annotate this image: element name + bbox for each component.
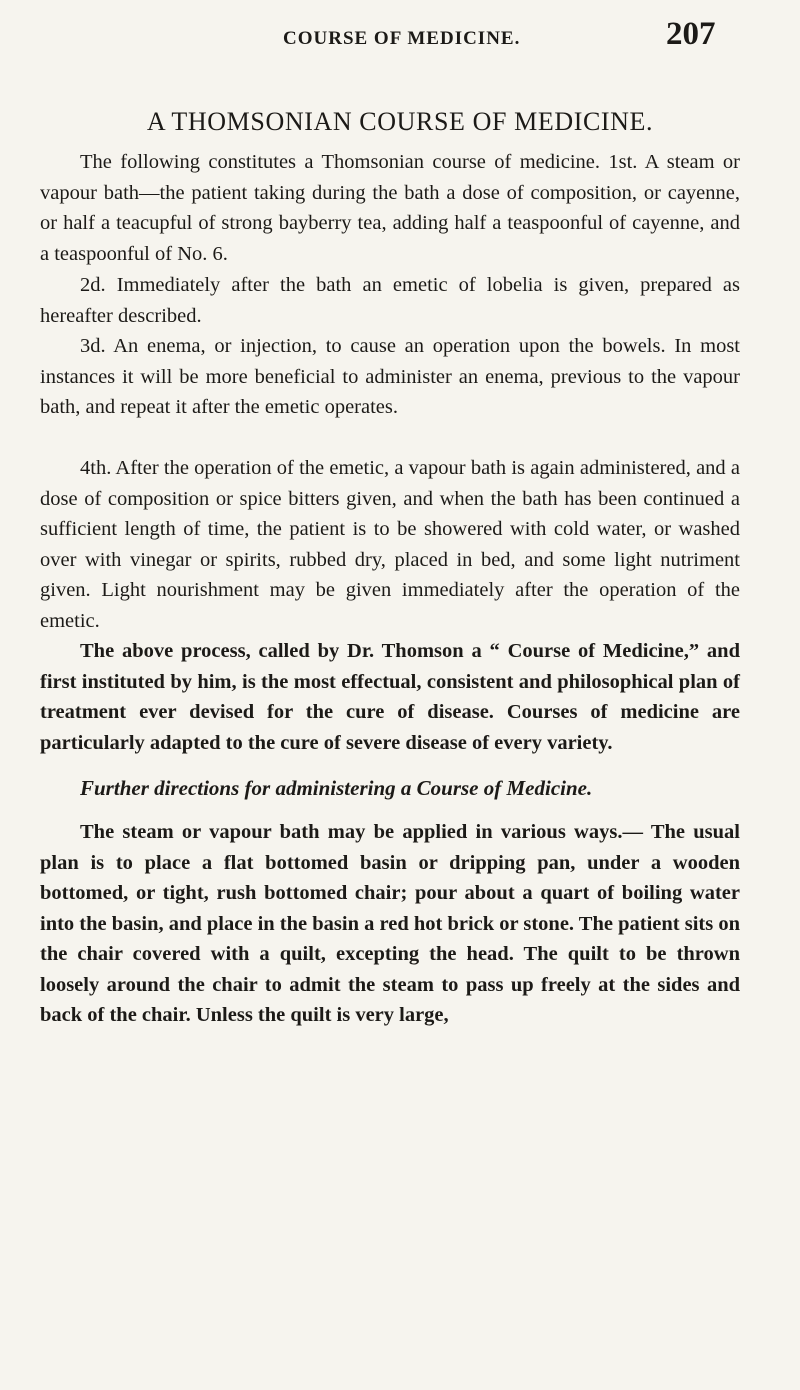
paragraph-summary: The above process, called by Dr. Thomson a “ Course of Medicine,” and first instituted by him, is the most effectual, consistent and philosophical plan of treatment ever devised for the cure of disease. Courses of medicine are particularly adapted to the cure of severe disease of every variety.	[40, 640, 740, 754]
running-head	[0, 10, 800, 62]
paragraph-intro-first: The following constitutes a Thomsonian course of medicine. 1st. A steam or vapour bath—the patient taking during the bath a dose of composition, or cayenne, or half a teacupful of strong bayberry tea, adding half a teaspoonful of cayenne, and a teaspoonful of No. 6.	[40, 151, 740, 265]
paragraph-fourth: 4th. After the operation of the emetic, a vapour bath is again administered, and a dose of composition or spice bitters given, and when the bath has been continued a sufficient length of time, the patient is to be showered with cold water, or washed over with vinegar or spirits, rubbed dry, placed in bed, and some light nutriment given. Light nourishment may be given immediately after the operation of the emetic.	[40, 457, 740, 632]
paragraph-third: 3d. An enema, or injection, to cause an operation upon the bowels. In most instances it will be more beneficial to administer an enema, previous to the vapour bath, and repeat it after the emetic operates.	[40, 335, 740, 418]
further-directions-title: Further directions for administering a Course of Medicine.	[80, 776, 593, 800]
paragraph-vapour-bath: The steam or vapour bath may be applied in various ways.— The usual plan is to place a flat bottomed basin or dripping pan, under a wooden bottomed, or tight, rush bottomed chair; pour about a quart of boiling water into the basin, and place in the basin a red hot brick or stone. The patient sits on the chair covered with a quilt, excepting the head. The quilt to be thrown loosely around the chair to admit the steam to pass up freely at the sides and back of the chair. Unless the quilt is very large,	[40, 821, 740, 1026]
section-title: A THOMSONIAN COURSE OF MEDICINE.	[146, 107, 654, 136]
paragraph-second: 2d. Immediately after the bath an emetic of lobelia is given, prepared as hereafter described.	[40, 274, 740, 327]
page-number: 207	[666, 16, 716, 52]
running-title: COURSE OF MEDICINE.	[283, 28, 521, 49]
